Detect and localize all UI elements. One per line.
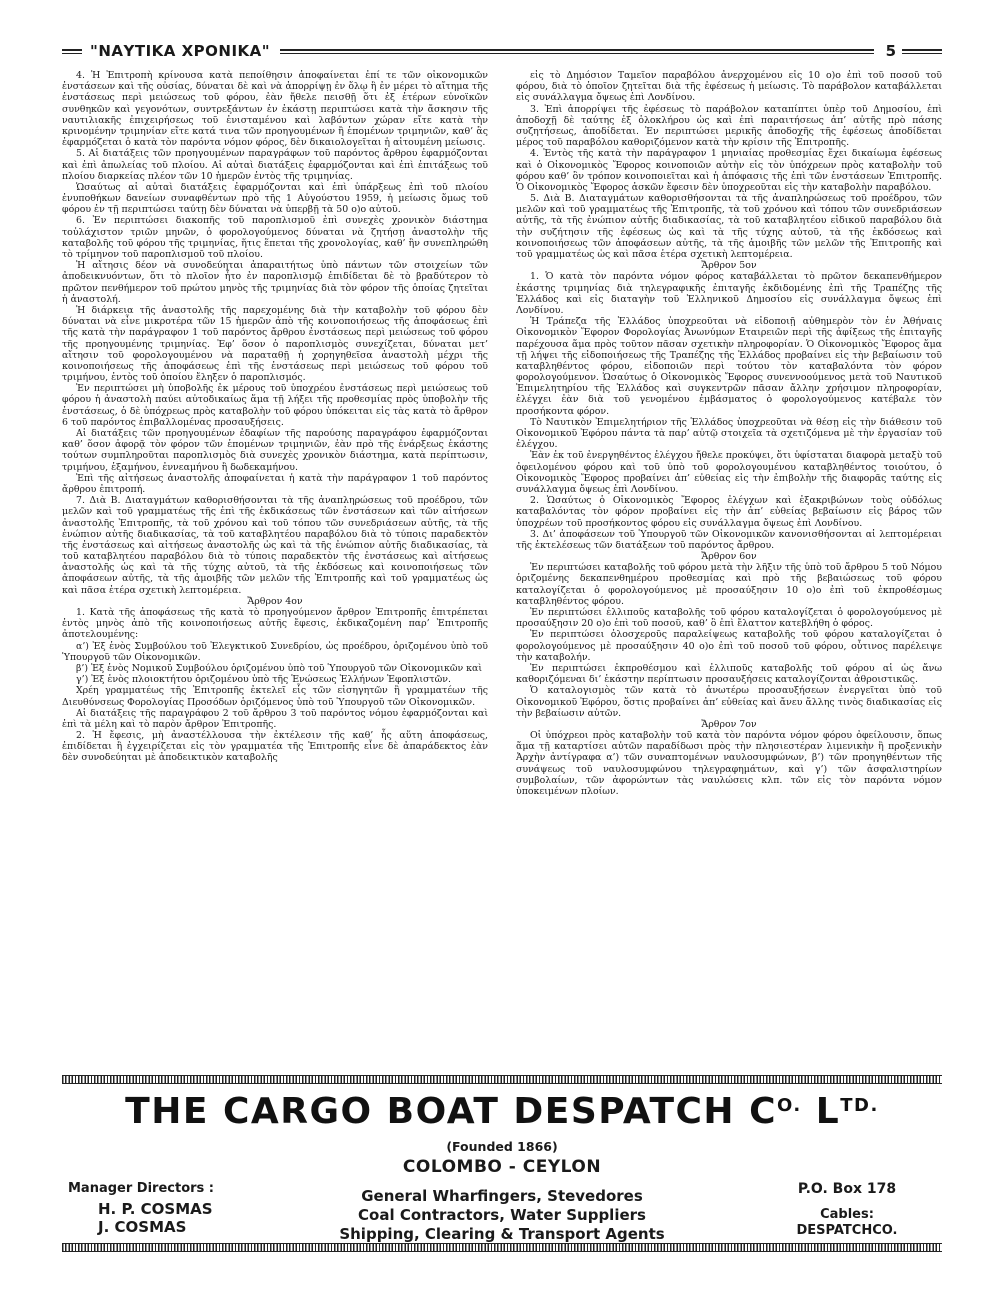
ad-company-name <box>62 1091 942 1132</box>
article-paragraph: Αἱ διατάξεις τῶν προηγουμένων ἐδαφίων τῆς παρούσης παραγράφου ἐφαρμόζονται καθ’ ὅσον ἀφορᾷ τὸν φόρον τῶν ἑπομένων τριμηνιῶν, ἐὰν πρὸ τῆς ἐνάρξεως ἑκάστης τούτων συμπληροῦται παροπλισμὸς διὰ συνεχὲς χρονικὸν διάστημα, κατὰ περίπτωσιν, τριμήνου, ἑξαμήνου, ἐννεαμήνου ἢ δωδεκαμήνου. <box>62 428 488 473</box>
article-heading: Ἄρθρον 7ον <box>701 718 757 730</box>
magazine-title: "ΝΑΥΤΙΚΑ ΧΡΟΝΙΚΑ" <box>90 42 271 60</box>
company-ltd-superscript: TD. <box>840 1095 879 1116</box>
article-paragraph: Ὁ καταλογισμὸς τῶν κατὰ τὸ ἀνωτέρω προσαυξήσεων ἐνεργεῖται ὑπὸ τοῦ Οἰκονομικοῦ Ἐφόρου, ὅστις προβαίνει ἀπ’ εὐθείας καὶ ἄνευ ἄλλης τινὸς διαδικασίας εἰς τὴν βεβαίωσιν αὐτῶν. <box>516 685 942 719</box>
article-paragraph: 3. Ἐπὶ ἀπορρίψει τῆς ἐφέσεως τὸ παράβολον καταπίπτει ὑπὲρ τοῦ Δημοσίου, ἐπὶ ἀποδοχῇ δὲ ταύτης ἐξ ὁλοκλήρου ὡς καὶ ἐπὶ παραιτήσεως ἀπ’ αὐτῆς πρὸ πάσης συζητήσεως, ἀποδίδεται. Ἐν περιπτώσει μερικῆς ἀποδοχῆς τῆς ἐφέσεως ἀποδίδεται μέρος τοῦ παραβόλου καθοριζόμενον κατὰ τὴν κρίσιν τῆς Ἐπιτροπῆς. <box>516 103 942 149</box>
ad-border-bottom <box>62 1243 942 1252</box>
article-paragraph: Αἱ διατάξεις τῆς παραγράφου 2 τοῦ ἄρθρου 3 τοῦ παρόντος νόμου ἐφαρμόζονται καὶ ἐπὶ τὰ μέλη καὶ τὸ παρὸν ἄρθρον Ἐπιτροπῆς. <box>62 707 488 730</box>
article-paragraph: 2. Ἡ ἔφεσις, μὴ ἀναστέλλουσα τὴν ἐκτέλεσιν τῆς καθ’ ἧς αὕτη ἀποφάσεως, ἐπιδίδεται ἢ ἐγχειρίζεται εἰς τὸν γραμματέα τῆς Ἐπιτροπῆς εἶνε δὲ ἀπαράδεκτος ἐὰν δὲν συνοδεύηται μὲ ἀποδεικτικὸν καταβολῆς <box>62 730 488 764</box>
manager-name: J. COSMAS <box>98 1218 187 1236</box>
po-box: P.O. Box 178 <box>797 1181 897 1197</box>
article-paragraph: Ἐν περιπτώσει ἐκπροθέσμου καὶ ἐλλιποῦς καταβολῆς τοῦ φόρου αἱ ὡς ἄνω καθοριζόμεναι δι’ ἑκάστην περίπτωσιν προσαυξήσεις καταλογίζονται ἀθροιστικῶς. <box>516 662 942 686</box>
article-paragraph: Ἐν περιπτώσει ἐλλιποῦς καταβολῆς τοῦ φόρου καταλογίζεται ὁ φορολογούμενος μὲ προσαύξησιν 20 ο)ο ἐπὶ τοῦ ποσοῦ, καθ’ ὃ ἐπὶ ἔλαττον κατεβλήθη ὁ φόρος. <box>516 607 942 630</box>
article-paragraph: Ἐπὶ τῆς αἰτήσεως ἀναστολῆς ἀποφαίνεται ἡ κατὰ τὴν παράγραφον 1 τοῦ παρόντος ἄρθρου ἐπιτροπή. <box>62 472 488 495</box>
article-heading: Ἄρθρον 5ον <box>701 260 757 272</box>
advertisement <box>62 1075 942 1253</box>
article-paragraph: 1. Κατὰ τῆς ἀποφάσεως τῆς κατὰ τὸ προηγούμενον ἄρθρον Ἐπιτροπῆς ἐπιτρέπεται ἐντὸς μηνὸς ἀπὸ τῆς κοινοποιήσεως αὐτῆς ἔφεσις, ἐκδικαζομένη παρ’ Ἐπιτροπῆς ἀποτελουμένης: <box>62 607 488 641</box>
ad-services <box>282 1187 722 1244</box>
article-paragraph: β’) Ἐξ ἑνὸς Νομικοῦ Συμβούλου ὁριζομένου ὑπὸ τοῦ Ὑπουργοῦ τῶν Οἰκονομικῶν καὶ <box>76 662 483 674</box>
article-paragraph: 7. Διὰ Β. Διαταγμάτων καθορισθήσονται τὰ τῆς ἀναπληρώσεως τοῦ προέδρου, τῶν μελῶν καὶ τοῦ γραμματέως τῆς ἐπὶ τῆς ἐκδικάσεως τῶν ἐνστάσεων καὶ τῶν αἰτήσεων ἀναστολῆς Ἐπιτροπῆς, τὰ τοῦ χρόνου καὶ τοῦ τόπου τῶν συνεδριάσεων αὐτῆς, τὰ τῆς ἐνώπιον αὐτῆς διαδικασίας, τὰ τοῦ καταβλητέου παραβόλου διὰ τὸ τύποις παραδεκτὸν τῆς ἐνστάσεως καὶ αἰτήσεως ἀναστολῆς ὡς καὶ τὰ τῆς ἐνώπιον αὐτῆς διαδικασίας, τὰ τοῦ καταβλητέου παραβόλου διὰ τὸ τύποις παραδεκτὸν τῆς ἐνστάσεως καὶ αἰτήσεως ἀναστολῆς ὡς καὶ τὰ τῆς τύχης αὐτοῦ, τὰ τῆς ἐκδόσεως καὶ κοινοποιήσεως τῶν ἀποφάσεων αὐτῆς, τὰ τῆς ἀμοιβῆς τῶν μελῶν τῆς Ἐπιτροπῆς καὶ τοῦ γραμματέως ὡς καὶ πᾶσα ἑτέρα σχετικὴ λεπτομέρεια. <box>62 495 488 596</box>
company-name-text: THE CARGO BOAT DESPATCH C <box>125 1091 778 1132</box>
company-co-superscript: O. <box>777 1095 802 1116</box>
article-paragraph: 1. Ὁ κατὰ τὸν παρόντα νόμον φόρος καταβάλλεται τὸ πρῶτον δεκαπενθήμερον ἑκάστης τριμηνίας διὰ τηλεγραφικῆς ἐπιταγῆς ἐκδιδομένης ἐπὶ τῆς Τραπέζης τῆς Ἑλλάδος καὶ εἰς διαταγὴν τοῦ Ἑλληνικοῦ Δημοσίου εἰς συνάλλαγμα ὄψεως ἐπὶ Λονδίνου. <box>516 271 942 316</box>
left-column <box>62 70 488 1071</box>
cables-label: Cables: <box>820 1207 874 1222</box>
cables-address: DESPATCHCO. <box>796 1223 898 1238</box>
right-column <box>516 70 942 1071</box>
article-heading: Ἄρθρον 4ον <box>247 595 303 607</box>
article-heading: Ἄρθρον 6ον <box>701 551 757 563</box>
article-paragraph: Χρέη γραμματέως τῆς Ἐπιτροπῆς ἐκτελεῖ εἷς τῶν εἰσηγητῶν ἢ γραμματέων τῆς Διευθύνσεως Φορολογίας Προσόδων ὁριζόμενος ὑπὸ τοῦ Ὑπουργοῦ τῶν Οἰκονομικῶν. <box>62 685 488 708</box>
running-header <box>62 40 942 62</box>
article-paragraph: α’) Ἐξ ἑνὸς Συμβούλου τοῦ Ἐλεγκτικοῦ Συνεδρίου, ὡς προέδρου, ὁριζομένου ὑπὸ τοῦ Ὑπουργοῦ τῶν Οἰκονομικῶν. <box>62 640 488 663</box>
article-paragraph: 5. Αἱ διατάξεις τῶν προηγουμένων παραγράφων τοῦ παρόντος ἄρθρου ἐφαρμόζονται καὶ ἐπὶ ἀπωλείας τοῦ πλοίου. Αἱ αὐταὶ διατάξεις ἐφαρμόζονται καὶ ἐπὶ ἐπιτάξεως τοῦ πλοίου διαρκείας πλέον τῶν 10 ἡμερῶν ἐντὸς τῆς τριμηνίας. <box>62 148 488 182</box>
ad-border-top <box>62 1075 942 1084</box>
article-paragraph: Ἐὰν ἐκ τοῦ ἐνεργηθέντος ἐλέγχου ἤθελε προκύψει, ὅτι ὑφίσταται διαφορὰ μεταξὺ τοῦ ὀφειλομένου φόρου καὶ τοῦ ὑπὸ τοῦ φορολογουμένου καταβληθέντος τοιούτου, ὁ Οἰκονομικὸς Ἔφορος προβαίνει ἀπ’ εὐθείας εἰς τὴν ἐπιβολὴν τῆς διαφορᾶς ταύτης εἰς συνάλλαγμα ὄψεως ἐπὶ Λονδίνου. <box>516 450 942 495</box>
ad-founded: (Founded 1866) <box>446 1139 558 1154</box>
article-paragraph: 6. Ἐν περιπτώσει διακοπῆς τοῦ παροπλισμοῦ ἐπὶ συνεχὲς χρονικὸν διάστημα τοὐλάχιστον τριῶν μηνῶν, ὁ φορολογούμενος δύναται νὰ ζητήσῃ ἀναστολὴν τῆς καταβολῆς τοῦ φόρου τῆς τριμηνίας, ἥτις ἕπεται τῆς χρονολογίας, καθ’ ἣν συνεπληρώθη τὸ τρίμηνον τοῦ παροπλισμοῦ τοῦ πλοίου. <box>62 215 488 260</box>
article-paragraph: Ἡ αἴτησις δέον νὰ συνοδεύηται ἀπαραιτήτως ὑπὸ πάντων τῶν στοιχείων τῶν ἀποδεικνυόντων, ὅτι τὸ πλοῖον ἦτο ἐν παροπλισμῷ ἐπιδίδεται δὲ τὸ βραδύτερον τὸ πρῶτον πενθήμερον τοῦ πρώτου μηνὸς τῆς τριμηνίας διὰ τὸν φόρον τῆς ὁποίας ζητεῖται ἡ ἀναστολή. <box>62 260 488 305</box>
article-paragraph: Ἐν περιπτώσει ὁλοσχεροῦς παραλείψεως καταβολῆς τοῦ φόρου καταλογίζεται ὁ φορολογούμενος μὲ προσαύξησιν 40 ο)ο ἐπὶ τοῦ ποσοῦ τοῦ φόρου, οὗτινος παρέλειψε τὴν καταβολήν. <box>516 629 942 663</box>
article-paragraph: 4. Ἐντὸς τῆς κατὰ τὴν παράγραφον 1 μηνιαίας προθεσμίας ἔχει δικαίωμα ἐφέσεως καὶ ὁ Οἰκονομικὸς Ἔφορος κοινοποιῶν αὐτὴν εἰς τὸν ὑπόχρεων πρὸς καταβολὴν τοῦ φόρου καθ’ ὃν τρόπον κοινοποιεῖται καὶ ἡ ἀπόφασις τῆς ἐπὶ τῶν ἐνστάσεων Ἐπιτροπῆς. Ὁ Οἰκονομικὸς Ἔφορος ἀσκῶν ἔφεσιν δὲν ὑποχρεοῦται εἰς τὴν καταβολὴν παραβόλου. <box>516 148 942 193</box>
article-paragraph: εἰς τὸ Δημόσιον Ταμεῖον παραβόλου ἀνερχομένου εἰς 10 ο)ο ἐπὶ τοῦ ποσοῦ τοῦ φόρου, διὰ τὸ ὁποῖον ζητεῖται διὰ τῆς ἐφέσεως ἡ μείωσις. Τὸ παράβολον καταβάλλεται εἰς συνάλλαγμα ὄψεως ἐπὶ Λονδίνου. <box>516 70 942 104</box>
article-paragraph: Οἱ ὑπόχρεοι πρὸς καταβολὴν τοῦ κατὰ τὸν παρόντα νόμον φόρου ὀφείλουσιν, ὅπως ἅμα τῇ καταρτίσει αὐτῶν παραδίδωσι πρὸς τὴν πλησιεστέραν λιμενικὴν ἢ προξενικὴν Ἀρχὴν ἀντίγραφα α’) τῶν συναπτομένων ναυλοσυμφώνων, β’) τῶν προηγηθέντων τῆς συνάψεως τοῦ ναυλοσυμφώνου τηλεγραφημάτων, καὶ γ’) τῶν ἀσφαλιστηρίων συμβολαίων, τῶν ἀφορώντων τὰς ναυλώσεις κλπ. τῶν εἰς τὸν παρόντα νόμον ὑποκειμένων πλοίων. <box>516 730 942 797</box>
service-line: Shipping, Clearing & Transport Agents <box>339 1225 665 1243</box>
page-number: 5 <box>885 42 896 60</box>
article-paragraph: Τὸ Ναυτικὸν Ἐπιμελητήριον τῆς Ἑλλάδος ὑποχρεοῦται νὰ θέσῃ εἰς τὴν διάθεσιν τοῦ Οἰκονομικοῦ Ἐφόρου πάντα τὰ παρ’ αὐτῷ στοιχεῖα τὰ σχετιζόμενα μὲ τὴν ἐργασίαν τοῦ ἐλέγχου. <box>516 416 942 451</box>
header-rule-right <box>902 49 942 54</box>
article-paragraph: 5. Διὰ Β. Διαταγμάτων καθορισθήσονται τὰ τῆς ἀναπληρώσεως τοῦ προέδρου, τῶν μελῶν καὶ τοῦ γραμματέως τῆς Ἐπιτροπῆς, τὰ τοῦ χρόνου καὶ τόπου τῶν συνεδριάσεων αὐτῆς, τὰ τῆς ἐνώπιον αὐτῆς διαδικασίας, τὰ τοῦ καταβλητέου εἰδικοῦ παραβόλου διὰ τὴν συζήτησιν τῆς ἐφέσεως ὡς καὶ τὰ τῆς τύχης αὐτοῦ, τὰ τῆς ἐκδόσεως καὶ κοινοποιήσεως τῶν ἀποφάσεων αὐτῆς, τὰ τῆς ἀμοιβῆς τῶν μελῶν τῆς Ἐπιτροπῆς καὶ τοῦ γραμματέως ὡς καὶ πᾶσα ἑτέρα σχετικὴ λεπτομέρεια. <box>516 193 942 260</box>
article-paragraph: Ὡσαύτως αἱ αὐταὶ διατάξεις ἐφαρμόζονται καὶ ἐπὶ ὑπάρξεως ἐπὶ τοῦ πλοίου ἐνυποθήκων δανείων συναφθέντων πρὸ τῆς 1 Αὐγούστου 1959, ἡ μείωσις ὅμως τοῦ φόρου ἐν τῇ περιπτώσει ταύτῃ δὲν δύναται νὰ ὑπερβῇ τὰ 50 ο)ο αὐτοῦ. <box>62 181 488 216</box>
ad-contact <box>752 1181 942 1239</box>
article-paragraph: Ἡ Τράπεζα τῆς Ἑλλάδος ὑποχρεοῦται νὰ εἰδοποιῇ αὐθημερὸν τὸν ἐν Ἀθήναις Οἰκονομικὸν Ἔφορον Φορολογίας Ἀνωνύμων Εταιρειῶν περὶ τῆς ἀφίξεως τῆς ἐπιταγῆς παρέχουσα ἅμα πρὸς τοῦτον πᾶσαν σχετικὴν πληροφορίαν. Ὁ Οἰκονομικὸς Ἔφορος ἅμα τῇ λήψει τῆς εἰδοποιήσεως τῆς Τραπέζης τῆς Ἑλλάδος προβαίνει εἰς τὴν βεβαίωσιν τοῦ καταβληθέντος φόρου, εἰδοποιῶν περὶ τούτου τὸν καταβαλόντα τὸν φόρον φορολογούμενον. Ὡσαύτως ὁ Οἰκονομικὸς Ἔφορος συνεννοούμενος μετὰ τοῦ Ναυτικοῦ Ἐπιμελητηρίου τῆς Ἑλλάδος καὶ συγκεντρῶν πᾶσαν ἄλλην χρήσιμον πληροφορίαν, ἐλέγχει ἐὰν διὰ τοῦ γενομένου ἐμβάσματος ὁ φορολογούμενος κατέβαλε τὸν προσήκοντα φόρον. <box>516 316 942 417</box>
article-paragraph: 4. Ἡ Ἐπιτροπὴ κρίνουσα κατὰ πεποίθησιν ἀποφαίνεται ἐπί τε τῶν οἰκονομικῶν ἐνστάσεων καὶ τῆς οὐσίας, δύναται δὲ καὶ νὰ ἀπορρίψῃ ἐν ὅλῳ ἢ ἐν μέρει τὸ αἴτημα τῆς ἐνστάσεως περὶ μειώσεως τοῦ φόρου, ἐὰν ἤθελε πεισθῇ ὅτι ἐξ ἑτέρων εὐνοϊκῶν συνθηκῶν καὶ γεγονότων, συντρεξάντων ἐν ἑκάστῃ περιπτώσει κατὰ τὴν ἄσκησιν τῆς ναυτιλιακῆς ἐπιχειρήσεως τοῦ ἐνισταμένου καὶ λαβόντων χώραν εἴτε κατὰ τὴν κρινομένην τριμηνίαν εἴτε κατά τινα τῶν προηγουμένων ἢ ἑπομένων τριμηνιῶν, καθ’ ἃς ἐφαρμόζεται ὁ κατὰ τὸν παρόντα νόμον φόρος, δὲν δικαιολογεῖται ἡ αἰτουμένη μείωσις. <box>62 70 488 149</box>
ad-managers <box>68 1181 268 1236</box>
article-paragraph: Ἐν περιπτώσει καταβολῆς τοῦ φόρου μετὰ τὴν λῆξιν τῆς ὑπὸ τοῦ ἄρθρου 5 τοῦ Νόμου ὁριζομένης δεκαπενθημέρου προθεσμίας καὶ πρὸ τῆς βεβαιώσεως τοῦ φόρου καταλογίζεται ὁ φορολογούμενος μὲ προσαύξησιν 10 ο)ο ἐπὶ τοῦ ἐκπροθέσμως καταβληθέντος φόρου. <box>516 562 942 607</box>
managers-label: Manager Directors : <box>68 1181 214 1196</box>
article-paragraph: γ’) Ἐξ ἑνὸς πλοιοκτήτου ὁριζομένου ὑπὸ τῆς Ἑνώσεως Ἑλλήνων Ἐφοπλιστῶν. <box>76 674 451 686</box>
service-line: General Wharfingers, Stevedores <box>361 1187 643 1205</box>
header-rule-left <box>62 49 82 54</box>
manager-name: H. P. COSMAS <box>98 1200 213 1218</box>
ad-location: COLOMBO - CEYLON <box>402 1157 602 1177</box>
header-rule-middle <box>280 49 873 54</box>
article-paragraph: 2. Ὡσαύτως ὁ Οἰκονομικὸς Ἔφορος ἐλέγχων καὶ ἐξακριβώνων τοὺς οὐδόλως καταβαλόντας τὸν φόρον προβαίνει εἰς τὴν ἀπ’ εὐθείας βεβαίωσιν εἰς βάρος τῶν ὑποχρέων τοῦ προσήκοντος φόρου εἰς συνάλλαγμα ὄψεως ἐπὶ Λονδίνου. <box>516 495 942 529</box>
article-paragraph: 3. Δι’ ἀποφάσεων τοῦ Ὑπουργοῦ τῶν Οἰκονομικῶν κανονισθήσονται αἱ λεπτομέρειαι τῆς ἐκτελέσεως τῶν διατάξεων τοῦ παρόντος ἄρθρου. <box>516 528 942 551</box>
company-ltd-text: L <box>801 1091 841 1132</box>
article-body <box>62 70 942 1071</box>
article-paragraph: Ἐν περιπτώσει μὴ ὑποβολῆς ἐκ μέρους τοῦ ὑποχρέου ἐνστάσεως περὶ μειώσεως τοῦ φόρου ἡ ἀναστολὴ παύει αὐτοδικαίως ἅμα τῇ λήξει τῆς προθεσμίας πρὸς ὑποβολὴν τῆς ἐνστάσεως, ὁ δὲ ὑπόχρεως πρὸς καταβολὴν τοῦ φόρου ὑπόκειται εἰς τὰς κατὰ τὸ ἄρθρον 6 τοῦ παρόντος ἐπιβαλλομένας προσαυξήσεις. <box>62 383 488 428</box>
service-line: Coal Contractors, Water Suppliers <box>358 1206 646 1224</box>
article-paragraph: Ἡ διάρκεια τῆς ἀναστολῆς τῆς παρεχομένης διὰ τὴν καταβολὴν τοῦ φόρου δὲν δύναται νὰ εἶνε μικροτέρα τῶν 15 ἡμερῶν ἀπὸ τῆς κοινοποιήσεως τῆς ἀποφάσεως ἐπὶ τῆς κατὰ τὴν παράγραφον 1 τοῦ παρόντος ἄρθρου ἐνστάσεως περὶ μειώσεως τοῦ φόρου τῆς προηγουμένης τριμηνίας. Ἐφ’ ὅσον ὁ παροπλισμὸς συνεχίζεται, δύναται μετ’ αἴτησιν τοῦ φορολογουμένου νὰ παραταθῇ ἡ χορηγηθεῖσα ἀναστολὴ μέχρι τῆς κοινοποιήσεως τῆς ἀποφάσεως ἐπὶ τῆς ἐνστάσεως περὶ μειώσεως τοῦ φόρου τοῦ τριμήνου, ἐντὸς τοῦ ὁποίου ἔληξεν ὁ παροπλισμός. <box>62 304 488 384</box>
